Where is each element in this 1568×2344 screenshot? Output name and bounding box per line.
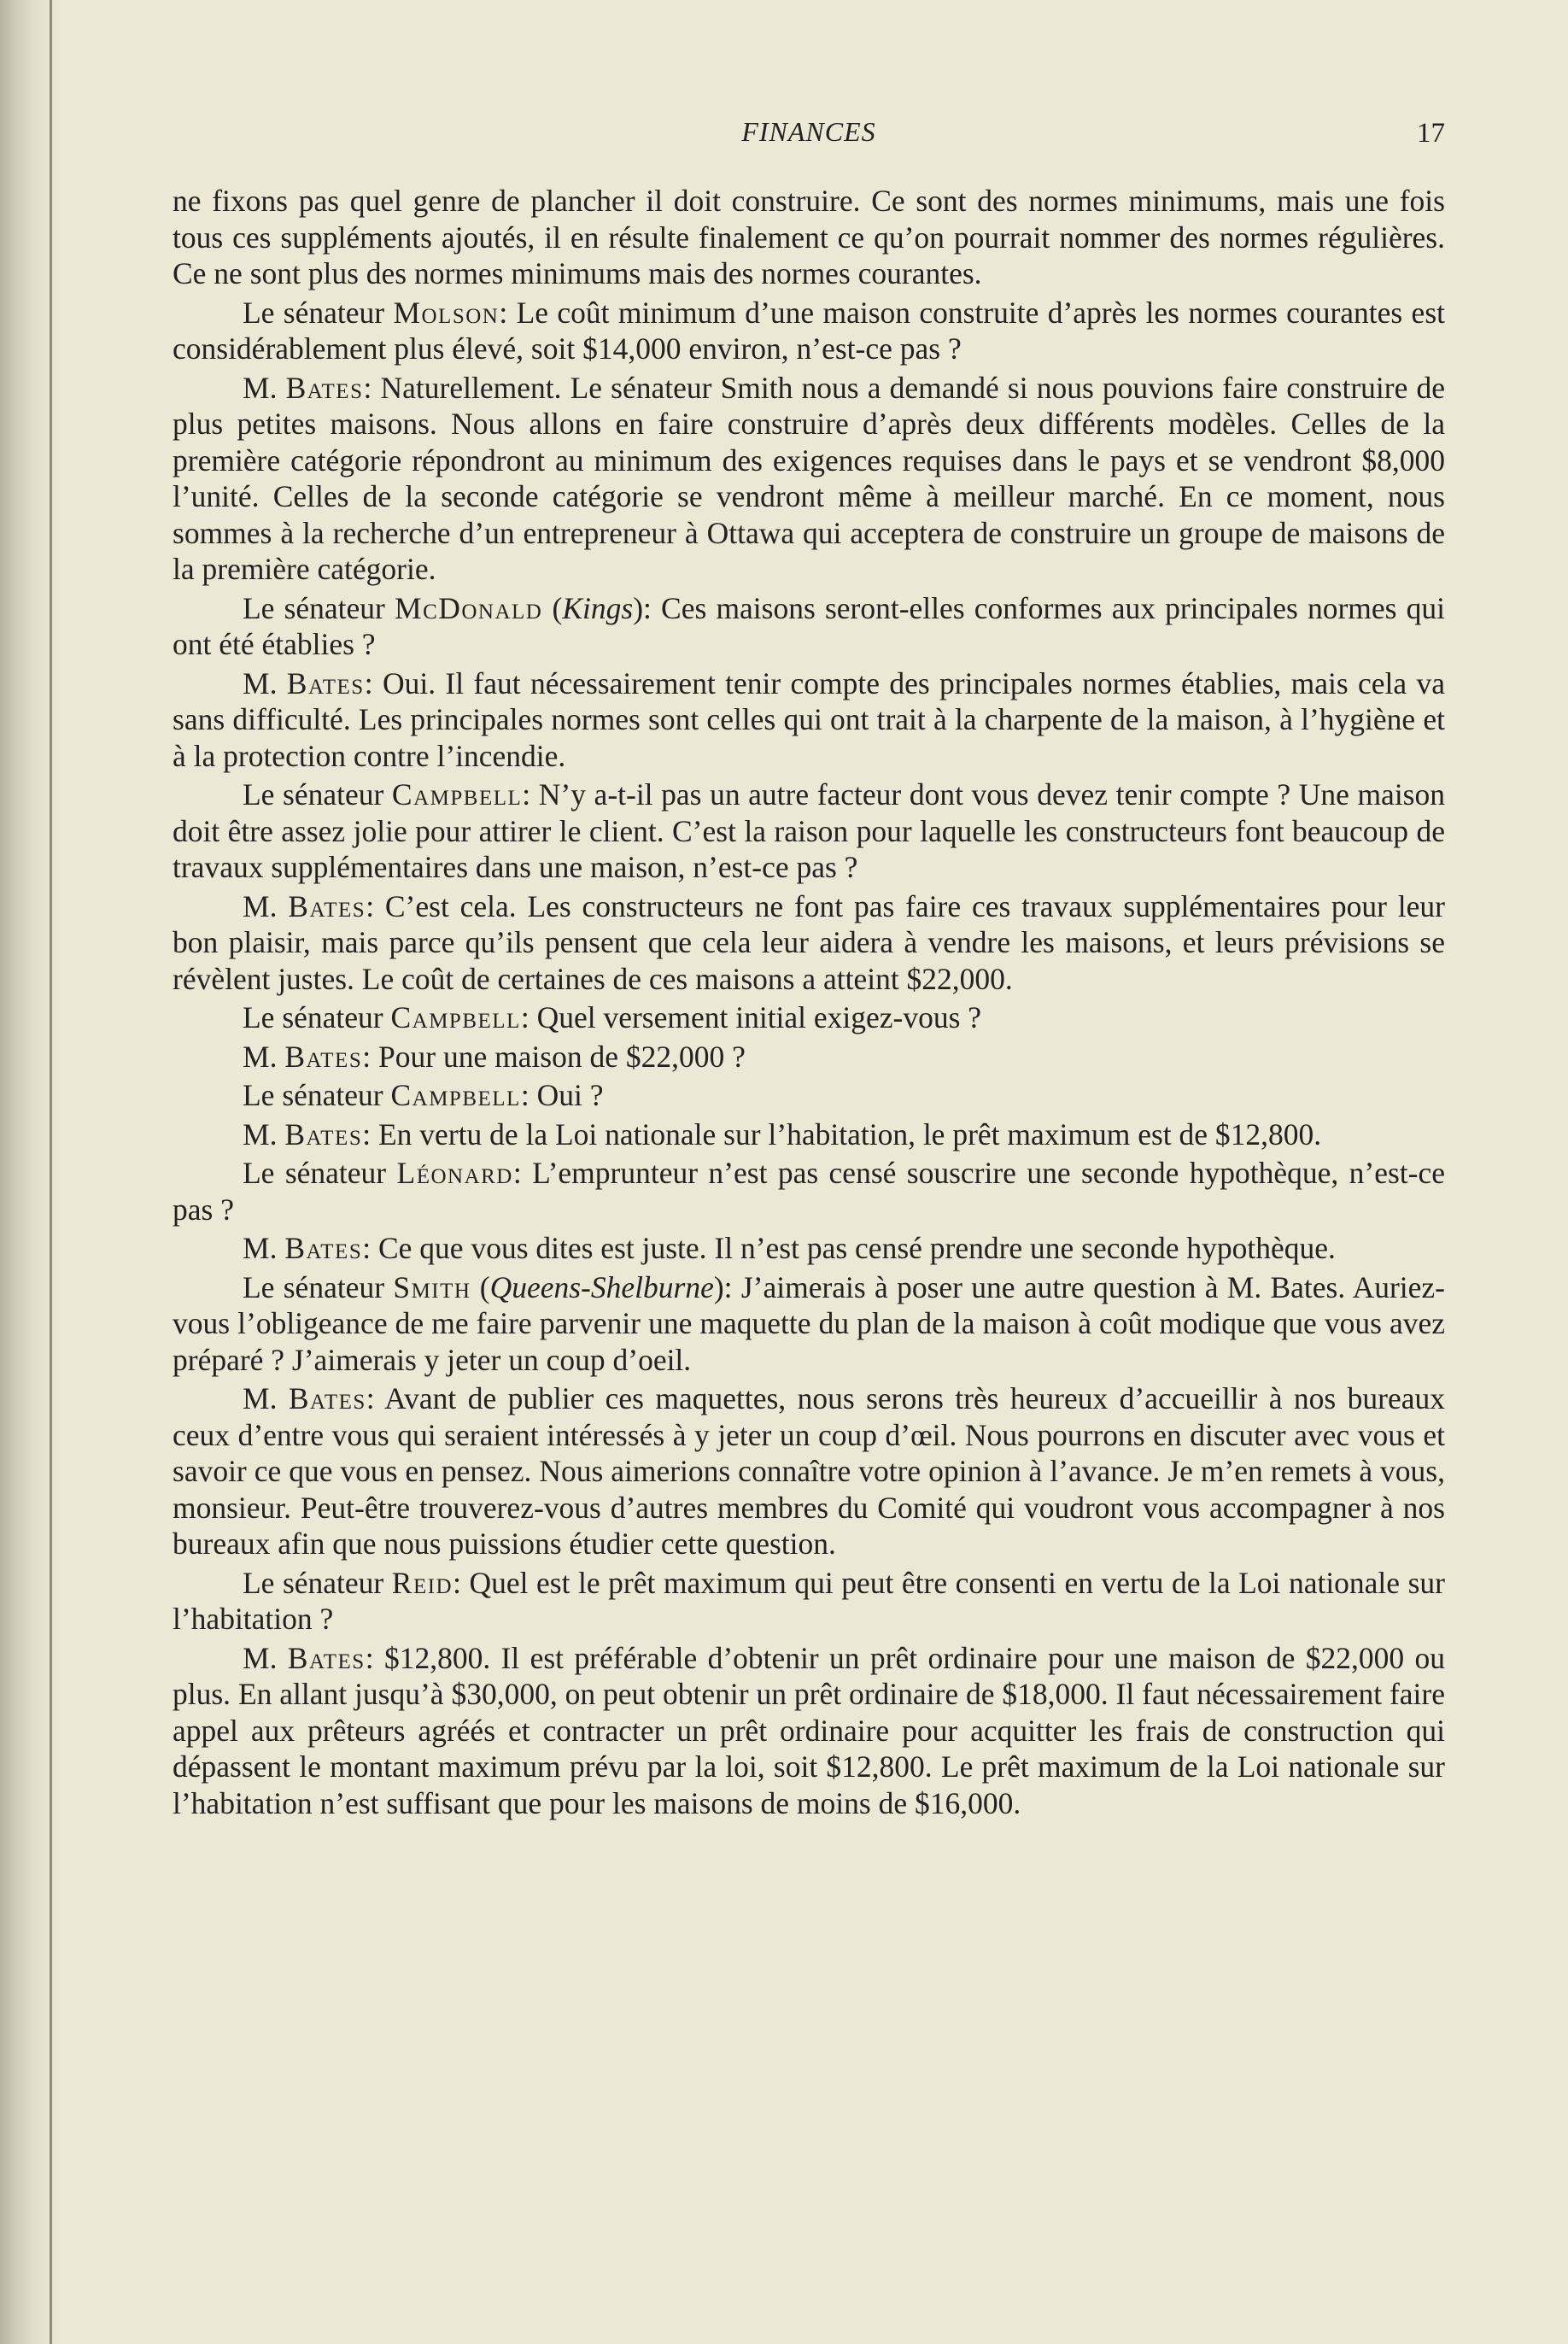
speaker-title: Le sénateur — [243, 1565, 392, 1600]
speaker-separator: : — [643, 590, 662, 625]
speaker-title: M. — [243, 1640, 288, 1675]
speaker-name: Smith — [393, 1269, 471, 1304]
transcript-paragraph — [173, 1116, 1445, 1153]
transcript-body — [173, 183, 1445, 1821]
transcript-paragraph — [173, 1077, 1445, 1114]
running-header — [173, 116, 1445, 161]
speaker-name: Campbell — [391, 777, 523, 812]
running-header-title: FINANCES — [741, 116, 876, 147]
speaker-title: Le sénateur — [243, 1078, 391, 1112]
speaker-separator: : — [520, 1000, 537, 1034]
speaker-riding: Kings — [562, 590, 634, 625]
speaker-title: M. — [243, 888, 289, 923]
paragraph-text: Quel est le prêt maximum qui peut être consenti en vertu de la Loi nationale sur l’habitation ? — [173, 1565, 1445, 1636]
paragraph-text: Le coût minimum d’une maison construite d’après les normes courantes est considérablement plus élevé, soit $14,000 environ, n’est-ce pas ? — [173, 295, 1445, 366]
transcript-paragraph — [173, 776, 1445, 886]
speaker-title: Le sénateur — [243, 1000, 391, 1034]
paragraph-text: Quel versement initial exigez-vous ? — [536, 1000, 982, 1034]
speaker-separator: : — [364, 665, 383, 700]
speaker-separator: : — [362, 1116, 378, 1151]
transcript-paragraph — [173, 1640, 1445, 1822]
speaker-name: Bates — [288, 1381, 366, 1415]
speaker-title: Le sénateur — [243, 1156, 397, 1190]
speaker-name: Bates — [284, 1116, 363, 1151]
paragraph-text: Oui. Il faut nécessairement tenir compte des principales normes établies, mais cela va sans difficulté. Les principales normes sont celles qui ont trait à la charpente de la maison, à l’hygiène et à la protection contre l’incendie. — [173, 665, 1445, 773]
speaker-title: Le sénateur — [243, 1269, 394, 1304]
page-binding-line — [50, 0, 52, 2344]
speaker-name: Bates — [288, 888, 366, 923]
speaker-separator: : — [512, 1156, 533, 1190]
speaker-riding: Queens-Shelburne — [489, 1269, 714, 1304]
transcript-paragraph: Le sénateur McDonald (Kings): Ces maisons seront-elles conformes aux principales normes qui ont été établies ? — [173, 590, 1445, 661]
speaker-separator: : — [453, 1565, 470, 1600]
speaker-separator: : — [499, 295, 517, 330]
page-binding-edge — [0, 0, 61, 2344]
speaker-title: Le sénateur — [243, 295, 394, 330]
speaker-name: Bates — [284, 1231, 363, 1265]
paragraph-text: Avant de publier ces maquettes, nous serons très heureux d’accueillir à nos bureaux ceux d’entre vous qui seraient intéressés à y jeter un coup d’œil. Nous pourrons en discuter avec vous et savoir ce que vous en pensez. Nous aimerions connaître votre opinion à l’avance. Je m’en remets à vous, monsieur. Peut-être trouverez-vous d’autres membres du Comité qui voudront vous accompagner à nos bureaux afin que nous puissions étudier cette question. — [173, 1381, 1445, 1561]
paragraph-text: En vertu de la Loi nationale sur l’habitation, le prêt maximum est de $12,800. — [378, 1116, 1322, 1151]
transcript-paragraph — [173, 1230, 1445, 1267]
speaker-name: Campbell — [390, 1000, 521, 1034]
speaker-separator: : — [522, 777, 539, 812]
speaker-name: Reid — [391, 1565, 453, 1600]
speaker-name: Bates — [287, 1640, 366, 1675]
speaker-name: Léonard — [396, 1156, 513, 1190]
transcript-paragraph — [173, 1155, 1445, 1228]
speaker-title: M. — [243, 1231, 285, 1265]
speaker-title: M. — [243, 1039, 285, 1074]
paragraph-text: N’y a-t-il pas un autre facteur dont vous devez tenir compte ? Une maison doit être assez jolie pour attirer le client. C’est la raison pour laquelle les constructeurs font beaucoup de travaux supplémentaires dans une maison, n’est-ce pas ? — [173, 777, 1445, 884]
speaker-separator: : — [362, 1231, 378, 1265]
paragraph-text: Naturellement. Le sénateur Smith nous a demandé si nous pouvions faire construire de plus petites maisons. Nous allons en faire construire d’après deux différents modèles. Celles de la première catégorie répondront au minimum des exigences requises dans le pays et se vendront $8,000 l’unité. Celles de la seconde catégorie se vendront même à meilleur marché. En ce moment, nous sommes à la recherche d’un entrepreneur à Ottawa qui acceptera de construire un groupe de maisons de la première catégorie. — [173, 370, 1445, 586]
transcript-paragraph — [173, 295, 1445, 367]
paragraph-text: $12,800. Il est préférable d’obtenir un prêt ordinaire pour une maison de $22,000 ou plus. En allant jusqu’à $30,000, on peut obtenir un prêt ordinaire de $18,000. Il faut nécessairement faire appel aux prêteurs agréés et contracter un prêt ordinaire pour acquitter les frais de construction qui dépassent le montant maximum prévu par la loi, soit $12,800. Le prêt maximum de la Loi nationale sur l’habitation n’est suffisant que pour les maisons de moins de $16,000. — [173, 1640, 1445, 1820]
speaker-separator: : — [723, 1269, 741, 1304]
speaker-name: McDonald — [395, 590, 543, 625]
transcript-paragraph — [173, 665, 1445, 775]
transcript-paragraph — [173, 1380, 1445, 1562]
speaker-separator: : — [362, 1039, 378, 1074]
speaker-title: Le sénateur — [243, 590, 395, 625]
speaker-separator: : — [366, 1381, 385, 1415]
speaker-separator: : — [520, 1078, 537, 1112]
transcript-paragraph — [173, 999, 1445, 1036]
transcript-paragraph: Le sénateur Smith (Queens-Shelburne): J’aimerais à poser une autre question à M. Bates. Auriez-vous l’obligeance de me faire parvenir une maquette du plan de la maison à coût modique que vous avez préparé ? J’aimerais y jeter un coup d’oeil. — [173, 1269, 1445, 1377]
speaker-separator: : — [363, 370, 381, 405]
paragraph-text: L’emprunteur n’est pas censé souscrire une seconde hypothèque, n’est-ce pas ? — [173, 1156, 1445, 1227]
paragraph-text: ne fixons pas quel genre de plancher il doit construire. Ce sont des normes minimums, mais une fois tous ces suppléments ajoutés, il en résulte finalement ce qu’on pourrait nommer des normes régulières. Ce ne sont plus des normes minimums mais des normes courantes. — [173, 184, 1445, 290]
speaker-name: Bates — [285, 370, 364, 405]
speaker-name: Campbell — [390, 1078, 521, 1112]
paragraph-text: Ce que vous dites est juste. Il n’est pas censé prendre une seconde hypothèque. — [378, 1231, 1336, 1265]
speaker-title: M. — [243, 370, 286, 405]
speaker-separator: : — [365, 1640, 384, 1675]
speaker-name: Molson — [393, 295, 500, 330]
paragraph-text: J’aimerais à poser une autre question à M. Bates. Auriez-vous l’obligeance de me faire parvenir une maquette du plan de la maison à coût modique que vous avez préparé ? J’aimerais y jeter un coup d’oeil. — [173, 1269, 1445, 1377]
page-number: 17 — [1417, 118, 1445, 149]
transcript-paragraph — [173, 1565, 1445, 1638]
transcript-paragraph — [173, 888, 1445, 998]
paragraph-text: Oui ? — [536, 1078, 604, 1112]
transcript-paragraph — [173, 370, 1445, 588]
speaker-title: M. — [243, 1116, 285, 1151]
paragraph-text: Ces maisons seront-elles conformes aux principales normes qui ont été établies ? — [173, 590, 1445, 661]
transcript-paragraph — [173, 183, 1445, 292]
transcript-paragraph — [173, 1039, 1445, 1075]
paragraph-text: Pour une maison de $22,000 ? — [378, 1039, 746, 1074]
speaker-title: M. — [243, 665, 287, 700]
speaker-title: Le sénateur — [243, 777, 392, 812]
speaker-separator: : — [366, 888, 385, 923]
speaker-name: Bates — [286, 665, 365, 700]
speaker-title: M. — [243, 1381, 289, 1415]
paragraph-text: C’est cela. Les constructeurs ne font pas faire ces travaux supplémentaires pour leur bon plaisir, mais parce qu’ils pensent que cela leur aidera à vendre les maisons, et leurs prévisions se révèlent justes. Le coût de certaines de ces maisons a atteint $22,000. — [173, 888, 1445, 996]
speaker-name: Bates — [284, 1039, 363, 1074]
